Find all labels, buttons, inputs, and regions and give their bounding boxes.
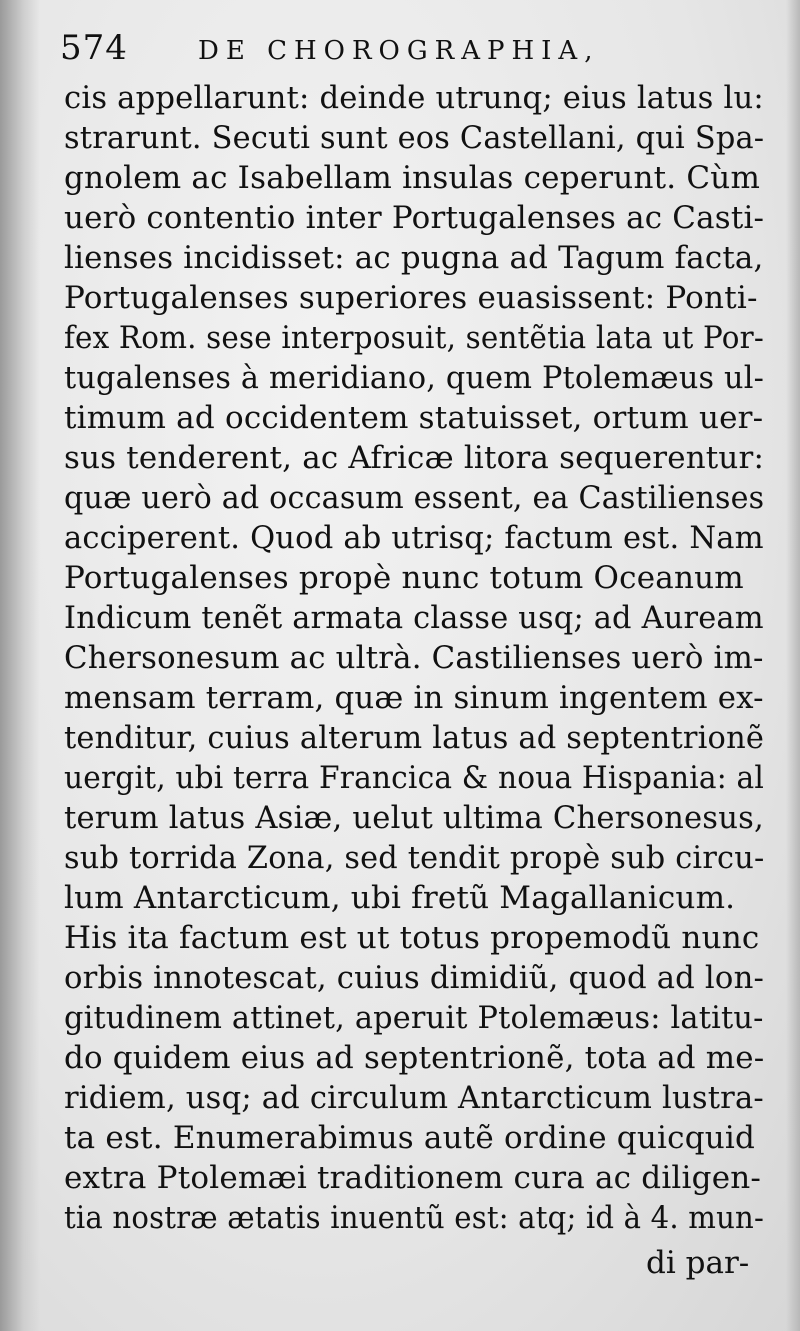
text-line: lienses incidisset: ac pugna ad Tagum facta,: [64, 240, 764, 276]
page-edge-shadow: [786, 0, 800, 1331]
text-line: tugalenses à meridiano, quem Ptolemæus ul-: [64, 360, 765, 396]
text-line: terum latus Asiæ, uelut ultima Chersonesus,: [64, 800, 764, 836]
text-line: cis appellarunt: deinde utrunq; eius latus lu:: [64, 80, 764, 116]
page-number: 574: [60, 28, 128, 68]
text-line: gnolem ac Isabellam insulas ceperunt. Cùm: [64, 160, 761, 196]
text-line: orbis innotescat, cuius dimidiũ, quod ad lon-: [64, 960, 765, 996]
text-line: tia nostræ ætatis inuentũ est: atq; id à 4. mun-: [64, 1200, 765, 1236]
text-line: ta est. Enumerabimus autẽ ordine quicquid: [64, 1120, 756, 1156]
text-line: sub torrida Zona, sed tendit propè sub circu-: [64, 840, 765, 876]
body-text: [64, 78, 764, 1238]
text-line: mensam terram, quæ in sinum ingentem ex-: [64, 680, 764, 716]
text-line: gitudinem attinet, aperuit Ptolemæus: latitu-: [64, 1000, 764, 1036]
text-line: Portugalenses propè nunc totum Oceanum: [64, 560, 744, 596]
text-line: extra Ptolemæi traditionem cura ac diligen-: [64, 1160, 762, 1196]
text-line: Indicum tenẽt armata classe usq; ad Auream: [64, 600, 764, 636]
running-head: DE CHOROGRAPHIA,: [198, 36, 600, 66]
catchword: di par-: [646, 1245, 750, 1281]
text-line: uergit, ubi terra Francica & noua Hispania: al: [64, 760, 764, 796]
text-line: strarunt. Secuti sunt eos Castellani, qui Spa-: [64, 120, 765, 156]
text-line: sus tenderent, ac Africæ litora sequerentur:: [64, 440, 765, 476]
page-header: [60, 28, 760, 80]
text-line: Chersonesum ac ultrà. Castilienses uerò im-: [64, 640, 764, 676]
text-line: fex Rom. sese interposuit, sentẽtia lata ut Por-: [64, 320, 764, 356]
text-line: lum Antarcticum, ubi fretũ Magallanicum.: [64, 880, 736, 916]
text-line: tenditur, cuius alterum latus ad septentrionẽ: [64, 720, 765, 756]
text-line: do quidem eius ad septentrionẽ, tota ad me-: [64, 1040, 765, 1076]
text-line: quæ uerò ad occasum essent, ea Castilienses: [64, 480, 765, 516]
text-line: timum ad occidentem statuisset, ortum uer-: [64, 400, 764, 436]
text-line: acciperent. Quod ab utrisq; factum est. Nam: [64, 520, 764, 556]
text-line: ridiem, usq; ad circulum Antarcticum lustra-: [64, 1080, 764, 1116]
text-line: His ita factum est ut totus propemodũ nunc: [64, 920, 760, 956]
text-line: uerò contentio inter Portugalenses ac Casti-: [64, 200, 765, 236]
page-gutter-shadow: [0, 0, 40, 1331]
text-line: Portugalenses superiores euasissent: Ponti-: [64, 280, 758, 316]
